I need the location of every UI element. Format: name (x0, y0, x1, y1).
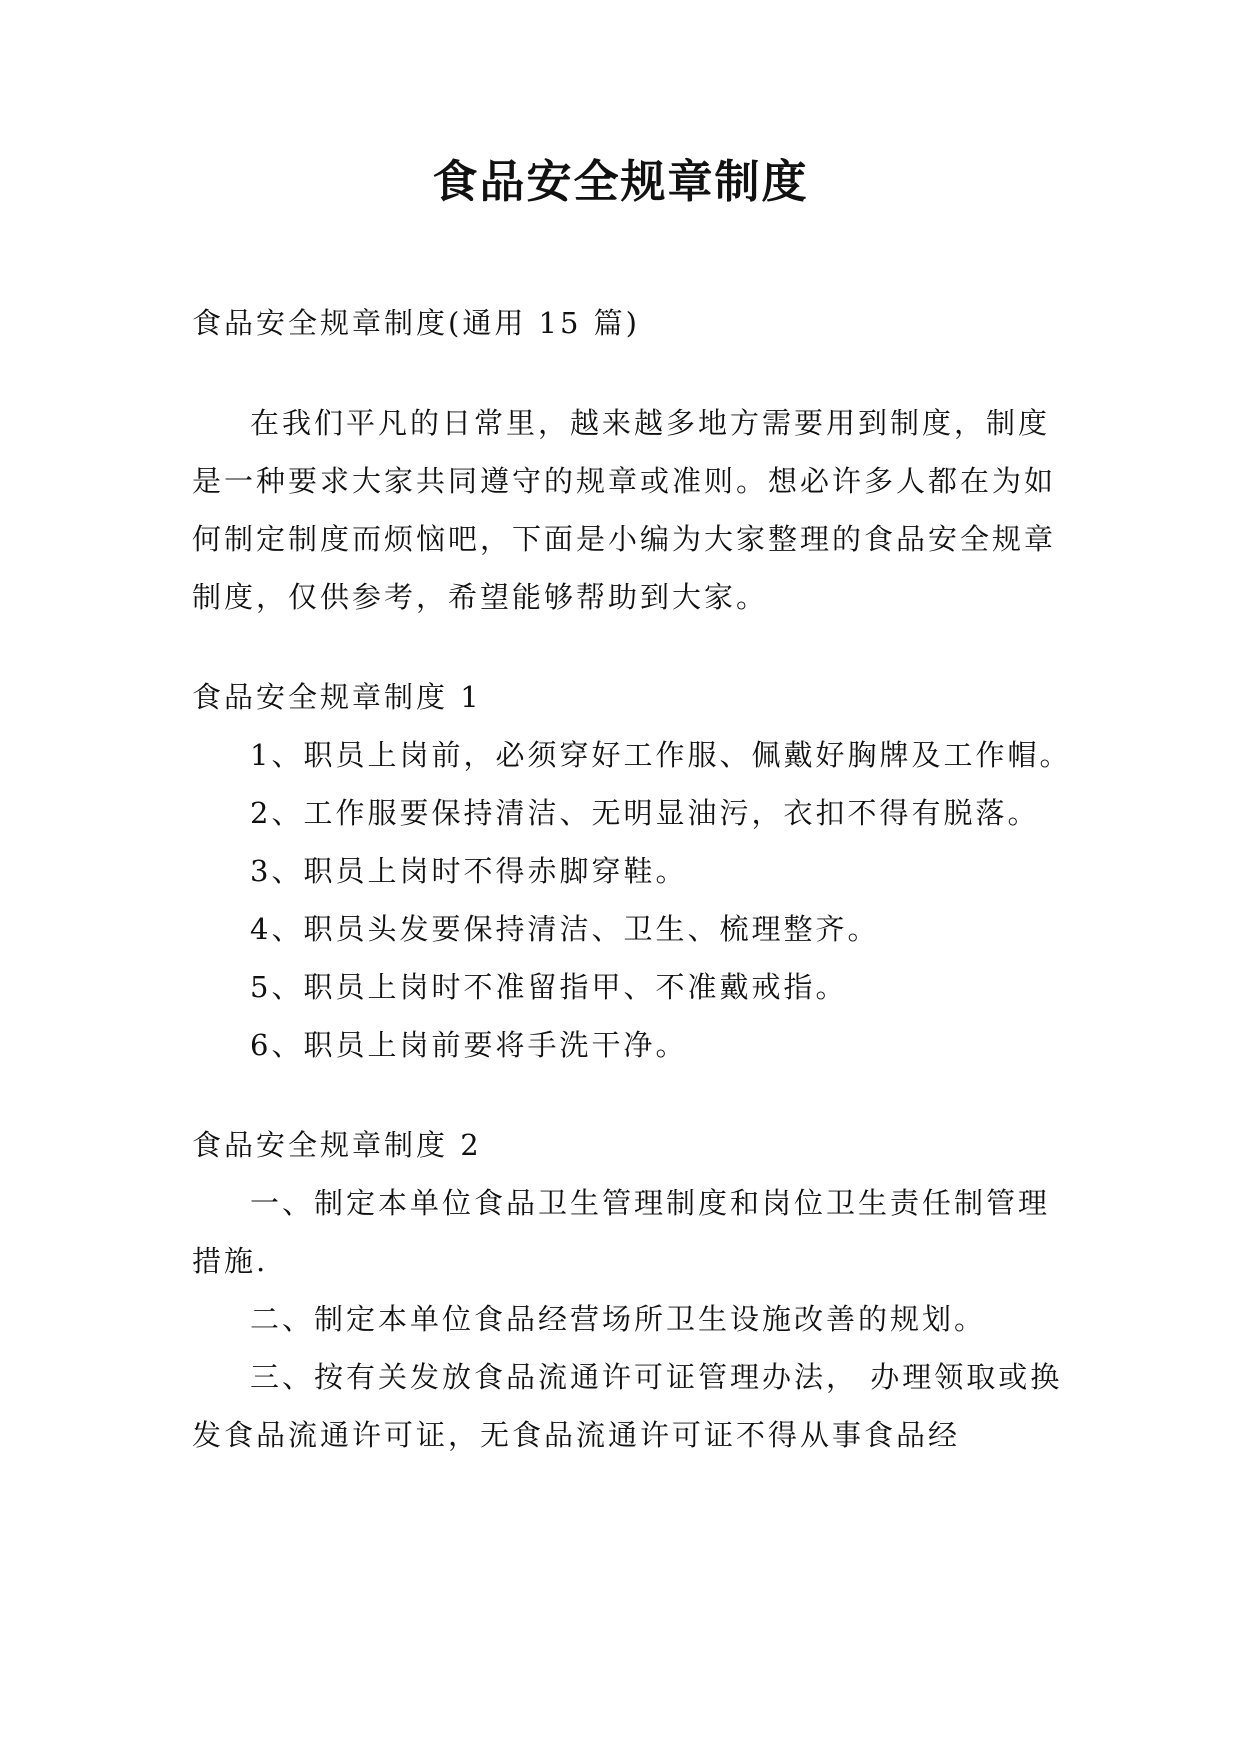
list-item: 6、职员上岗前要将手洗干净。 (250, 1028, 688, 1062)
list-item: 一、制定本单位食品卫生管理制度和岗位卫生责任制管理措施. (192, 1186, 1051, 1278)
list-item: 二、制定本单位食品经营场所卫生设施改善的规划。 (250, 1302, 987, 1336)
list-item: 三、按有关发放食品流通许可证管理办法， 办理领取或换发食品流通许可证，无食品流通许可证不得从事食品经 (192, 1360, 1063, 1452)
list-item: 1、职员上岗前，必须穿好工作服、佩戴好胸牌及工作帽。 (250, 738, 1072, 772)
intro-paragraph: 在我们平凡的日常里，越来越多地方需要用到制度，制度是一种要求大家共同遵守的规章或准则。想必许多人都在为如何制定制度而烦恼吧，下面是小编为大家整理的食品安全规章制度，仅供参考，希望能够帮助到大家。 (192, 406, 1057, 614)
document-title: 食品安全规章制度 (432, 155, 809, 208)
list-item: 2、工作服要保持清洁、无明显油污，衣扣不得有脱落。 (250, 796, 1040, 830)
document-body (192, 294, 1072, 1464)
section-heading-2: 食品安全规章制度 2 (192, 1128, 482, 1162)
list-item: 4、职员头发要保持清洁、卫生、梳理整齐。 (250, 912, 880, 946)
list-item: 3、职员上岗时不得赤脚穿鞋。 (250, 854, 688, 888)
section-heading-1: 食品安全规章制度 1 (192, 680, 482, 714)
list-item: 5、职员上岗时不准留指甲、不准戴戒指。 (250, 970, 848, 1004)
document-subtitle: 食品安全规章制度(通用 15 篇) (192, 306, 640, 340)
